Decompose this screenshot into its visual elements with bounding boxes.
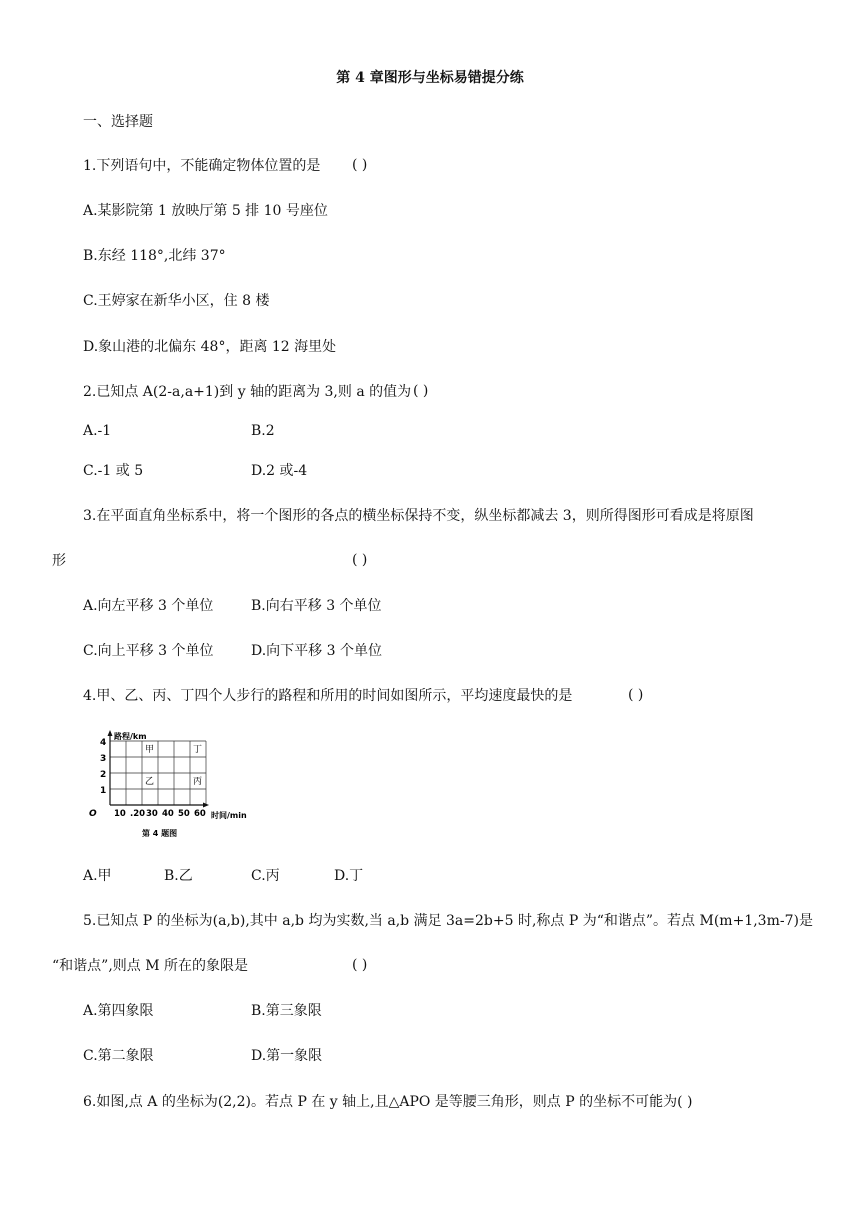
- q6-stem: 6.如图,点 A 的坐标为(2,2)。若点 P 在 y 轴上,且△APO 是等腰三角形，则点 P 的坐标不可能为( ): [83, 1094, 693, 1110]
- q3-answer-blank: ( ): [352, 552, 368, 568]
- x-tick-label: 40: [162, 809, 174, 819]
- x-tick-label: 50: [178, 809, 190, 819]
- point-label: 甲: [145, 745, 155, 755]
- x-tick-label: 10: [114, 809, 126, 819]
- x-tick-label: 60: [194, 809, 206, 819]
- q4-x-axis-label: 时间/min: [211, 811, 247, 820]
- q1-stem: 1.下列语句中，不能确定物体位置的是: [83, 158, 321, 174]
- y-tick-label: 3: [100, 754, 107, 764]
- q5-option-d: D.第一象限: [251, 1048, 323, 1064]
- x-tick-label: 30: [146, 809, 158, 819]
- q3-option-b: B.向右平移 3 个单位: [251, 598, 382, 614]
- q1-option-a: A.某影院第 1 放映厅第 5 排 10 号座位: [83, 203, 328, 219]
- q5-answer-blank: ( ): [352, 957, 368, 973]
- x-tick-label: .20: [130, 809, 146, 819]
- q4-y-axis-label: 路程/km: [114, 732, 147, 741]
- q4-option-a: A.甲: [83, 868, 112, 884]
- y-tick-label: 2: [100, 770, 107, 780]
- q5-stem-line2: “和谐点”,则点 M 所在的象限是: [52, 958, 248, 974]
- q4-x-tick-labels: [114, 809, 206, 819]
- q2-option-b: B.2: [251, 423, 275, 439]
- q1-answer-blank: ( ): [352, 157, 368, 173]
- q4-option-b: B.乙: [164, 868, 193, 884]
- q1-option-b: B.东经 118°,北纬 37°: [83, 248, 226, 264]
- point-label: 丙: [193, 777, 203, 787]
- y-tick-label: 4: [100, 738, 107, 748]
- q3-stem-line2: 形: [52, 553, 66, 569]
- q2-answer-blank: ( ): [413, 383, 429, 399]
- q5-option-c: C.第二象限: [83, 1048, 154, 1064]
- q3-option-a: A.向左平移 3 个单位: [83, 598, 214, 614]
- q5-stem-line1: 5.已知点 P 的坐标为(a,b),其中 a,b 均为实数,当 a,b 满足 3a=2b+5 时,称点 P 为“和谐点”。若点 M(m+1,3m-7)是: [83, 913, 813, 929]
- point-label: 乙: [145, 777, 155, 787]
- q4-option-d: D.丁: [334, 868, 364, 884]
- q3-option-d: D.向下平移 3 个单位: [251, 643, 382, 659]
- q4-option-c: C.丙: [251, 868, 280, 884]
- q4-figure-grid: [110, 741, 206, 805]
- q4-y-tick-labels: [100, 738, 106, 796]
- q3-option-c: C.向上平移 3 个单位: [83, 643, 214, 659]
- q2-option-c: C.-1 或 5: [83, 463, 144, 479]
- q2-option-d: D.2 或-4: [251, 463, 308, 479]
- section-heading: 一、选择题: [83, 114, 153, 130]
- q4-origin-label: O: [89, 809, 97, 819]
- q4-figure-caption: 第 4 题图: [142, 829, 178, 838]
- q1-option-d: D.象山港的北偏东 48°，距离 12 海里处: [83, 339, 337, 355]
- y-tick-label: 1: [100, 786, 107, 796]
- q4-y-axis-arrow: [108, 730, 113, 736]
- q5-option-b: B.第三象限: [251, 1003, 322, 1019]
- q2-option-a: A.-1: [83, 423, 112, 439]
- page-title: 第 4 章图形与坐标易错提分练: [336, 70, 524, 86]
- q1-option-c: C.王婷家在新华小区，住 8 楼: [83, 293, 270, 309]
- q5-option-a: A.第四象限: [83, 1003, 154, 1019]
- point-label: 丁: [193, 745, 203, 755]
- q3-stem-line1: 3.在平面直角坐标系中，将一个图形的各点的横坐标保持不变，纵坐标都减去 3，则所得图形可看成是将原图: [83, 508, 754, 524]
- q4-distance-time-figure: [80, 728, 250, 843]
- q4-answer-blank: ( ): [628, 687, 644, 703]
- q4-stem: 4.甲、乙、丙、丁四个人步行的路程和所用的时间如图所示，平均速度最快的是: [83, 688, 573, 704]
- q4-point-labels: [145, 744, 202, 787]
- q2-stem: 2.已知点 A(2-a,a+1)到 y 轴的距离为 3,则 a 的值为: [83, 384, 412, 400]
